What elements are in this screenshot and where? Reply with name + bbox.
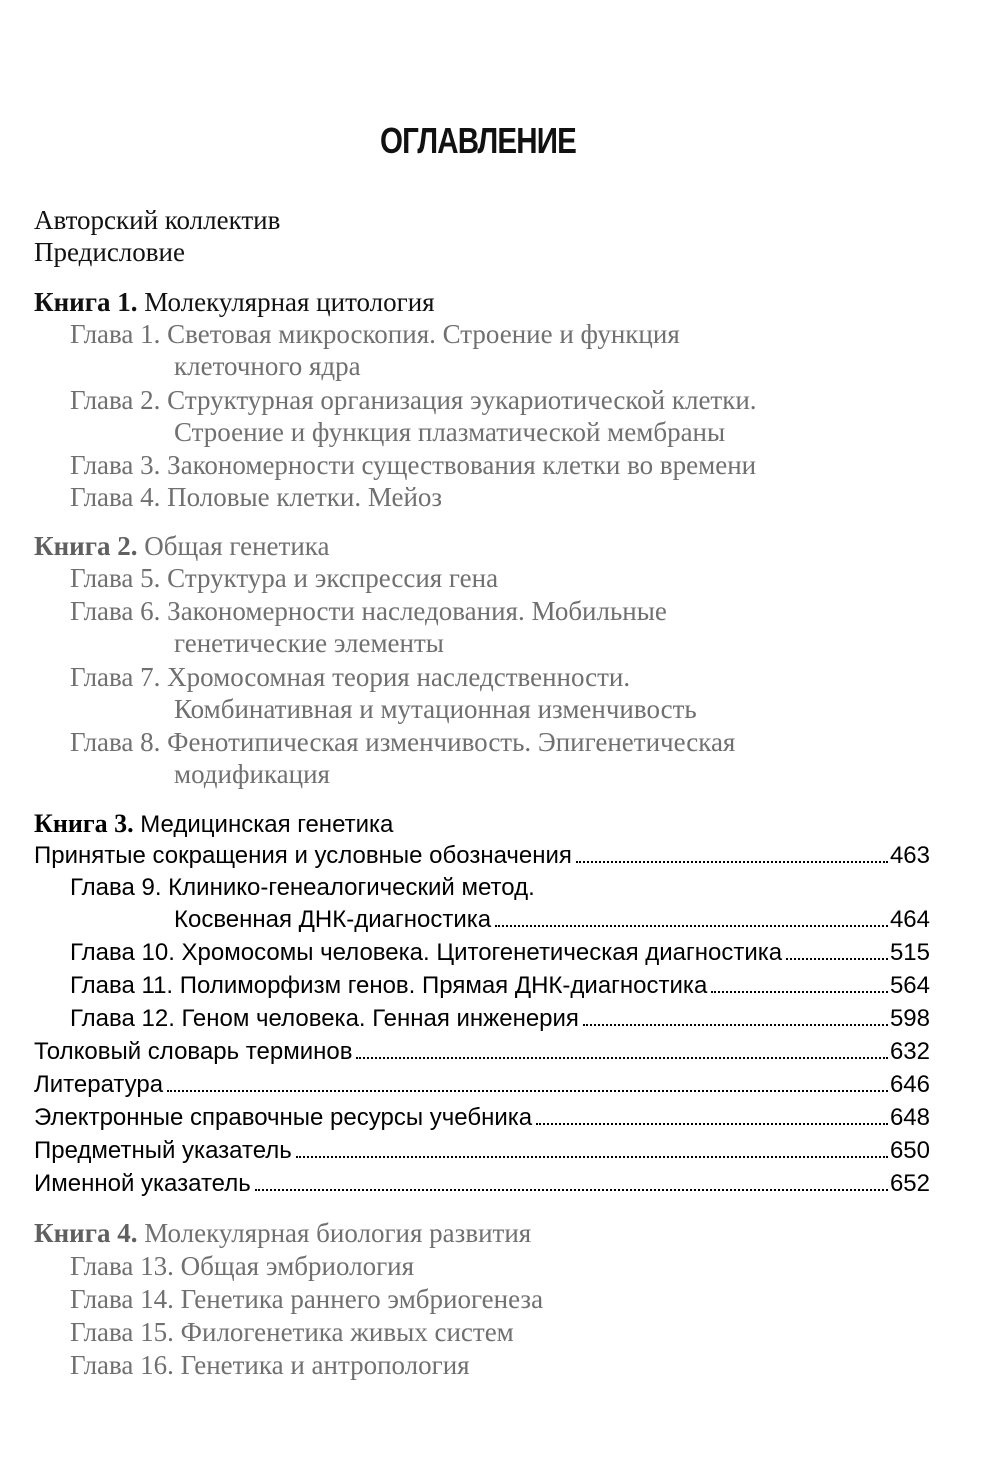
- book-4-title: Молекулярная биология развития: [144, 1218, 532, 1248]
- chapter-15: Глава 15. Филогенетика живых систем: [70, 1317, 514, 1347]
- dot-leader: [583, 1024, 888, 1026]
- page-number: 652: [889, 1170, 930, 1197]
- page-number: 650: [889, 1137, 930, 1164]
- book-3-label: Книга 3.: [34, 809, 134, 838]
- chapter-14: Глава 14. Генетика раннего эмбриогенеза: [70, 1284, 544, 1314]
- toc-entry-literature[interactable]: [34, 1069, 930, 1101]
- page-number: 632: [889, 1038, 930, 1065]
- toc-entry-abbreviations[interactable]: [34, 840, 930, 872]
- chapter-4: Глава 4. Половые клетки. Мейоз: [70, 482, 443, 512]
- chapter-2-line-1: Глава 2. Структурная организация эукариотической клетки.: [70, 385, 757, 415]
- chapter-8-line-1: Глава 8. Фенотипическая изменчивость. Эпигенетическая: [70, 727, 736, 757]
- page-number: 646: [889, 1071, 930, 1098]
- entry-text: Электронные справочные ресурсы учебника: [34, 1104, 533, 1131]
- page-number: 648: [889, 1104, 930, 1131]
- toc-entry-chapter-12[interactable]: [70, 1003, 930, 1035]
- entry-text: Косвенная ДНК-диагностика: [174, 906, 492, 933]
- page-title: ОГЛАВЛЕНИЕ: [379, 120, 577, 161]
- chapter-16: Глава 16. Генетика и антропология: [70, 1350, 470, 1380]
- book-4-heading: [34, 1217, 930, 1249]
- toc-authors: Авторский коллектив: [34, 205, 281, 235]
- chapter-6-line-2: генетические элементы: [174, 628, 444, 658]
- page-number: 464: [889, 906, 930, 933]
- chapter-1-line-2: клеточного ядра: [174, 351, 361, 381]
- dot-leader: [711, 991, 888, 993]
- entry-text: Глава 12. Геном человека. Генная инженерия: [70, 1005, 579, 1032]
- book-1-title: Молекулярная цитология: [144, 287, 435, 317]
- book-1-heading: [34, 286, 930, 318]
- chapter-8-line-2: модификация: [174, 759, 330, 789]
- dot-leader: [255, 1189, 888, 1191]
- chapter-7-line-2: Комбинативная и мутационная изменчивость: [174, 694, 697, 724]
- chapter-2-line-2: Строение и функция плазматической мембраны: [174, 417, 726, 447]
- page-number: 515: [889, 939, 930, 966]
- chapter-1-line-1: Глава 1. Световая микроскопия. Строение и функция: [70, 319, 680, 349]
- book-2-heading: [34, 530, 930, 562]
- entry-text: Именной указатель: [34, 1170, 251, 1197]
- dot-leader: [786, 958, 888, 960]
- toc-entry-e-resources[interactable]: [34, 1102, 930, 1134]
- book-2-label: Книга 2.: [34, 531, 138, 561]
- dot-leader: [495, 925, 888, 927]
- page-number: 463: [889, 842, 930, 869]
- entry-text: Предметный указатель: [34, 1137, 292, 1164]
- entry-text: Литература: [34, 1071, 164, 1098]
- page-number: 598: [889, 1005, 930, 1032]
- dot-leader: [167, 1090, 888, 1092]
- toc-entry-chapter-11[interactable]: [70, 970, 930, 1002]
- book-4-label: Книга 4.: [34, 1218, 138, 1248]
- book-1-label: Книга 1.: [34, 287, 138, 317]
- chapter-5: Глава 5. Структура и экспрессия гена: [70, 563, 499, 593]
- chapter-3: Глава 3. Закономерности существования клетки во времени: [70, 450, 757, 480]
- chapter-13: Глава 13. Общая эмбриология: [70, 1251, 415, 1281]
- toc-entry-subject-index[interactable]: [34, 1135, 930, 1167]
- toc-entry-chapter-10[interactable]: [70, 937, 930, 969]
- dot-leader: [356, 1057, 888, 1059]
- toc-entry-name-index[interactable]: [34, 1168, 930, 1200]
- entry-text: Принятые сокращения и условные обозначения: [34, 842, 572, 869]
- chapter-6-line-1: Глава 6. Закономерности наследования. Мобильные: [70, 596, 667, 626]
- book-3-title: Медицинская генетика: [140, 811, 394, 838]
- book-2-title: Общая генетика: [144, 531, 330, 561]
- toc-entry-chapter-9[interactable]: [174, 904, 930, 936]
- dot-leader: [576, 861, 888, 863]
- toc-preface: Предисловие: [34, 237, 185, 267]
- dot-leader: [296, 1156, 888, 1158]
- page-number: 564: [889, 972, 930, 999]
- toc-entry-glossary[interactable]: [34, 1036, 930, 1068]
- entry-text: Толковый словарь терминов: [34, 1038, 353, 1065]
- chapter-7-line-1: Глава 7. Хромосомная теория наследственности.: [70, 662, 631, 692]
- entry-text: Глава 10. Хромосомы человека. Цитогенетическая диагностика: [70, 939, 783, 966]
- book-3-heading: [34, 808, 930, 841]
- entry-text: Глава 11. Полиморфизм генов. Прямая ДНК-диагностика: [70, 972, 708, 999]
- dot-leader: [536, 1123, 888, 1125]
- chapter-9-line-1: Глава 9. Клинико-генеалогический метод.: [70, 874, 535, 901]
